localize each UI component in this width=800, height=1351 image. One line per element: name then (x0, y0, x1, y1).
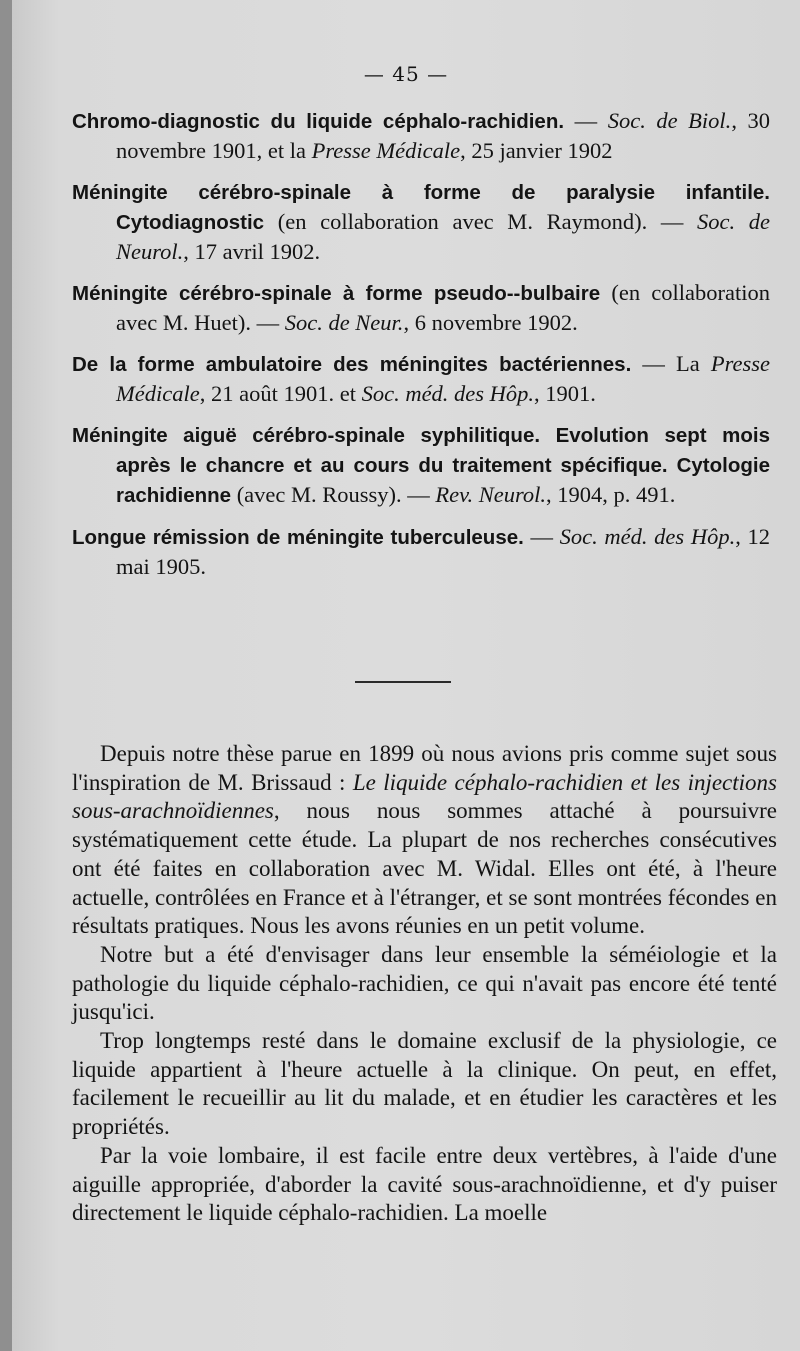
paragraph-text: Par la voie lombaire, il est facile entre deux vertèbres, à l'aide d'une aiguille appropriée, d'aborder la cavité sous-arachnoïdienne, et d'y puiser directement le liquide céphalo-rachidien. La moelle (72, 1142, 777, 1226)
entry-date-2: , 1901. (534, 381, 596, 406)
paragraph (72, 1027, 777, 1142)
bibliography-entry (12, 420, 800, 510)
bibliography-entry (12, 278, 800, 337)
book-page (12, 0, 800, 1351)
entry-text: (en collaboration avec M. Huet). — (116, 280, 770, 335)
entry-date: , 21 août 1901. et (199, 381, 362, 406)
book-title: Le liquide céphalo-rachidien et les injections sous-arachnoïdiennes (72, 769, 777, 824)
entry-text: — (564, 108, 608, 133)
section-divider (355, 681, 451, 683)
entry-text: — La (631, 351, 711, 376)
bibliography-entry (12, 106, 800, 165)
entry-journal-2: Soc. méd. des Hôp. (361, 381, 535, 406)
entry-title: De la forme ambulatoire des méningites bactériennes. (72, 353, 632, 376)
paragraph-text-cont: , nous nous sommes attaché à poursuivre systématiquement cette étude. La plupart de nos recherches consécutives ont été faites en collaboration avec M. Widal. Elles ont été, à l'heure actuelle, contrôlées en France et à l'étranger, et se sont montrées fécondes en résultats pratiques. Nous les avons réunies en un petit volume. (72, 798, 777, 939)
entry-date: , 6 novembre 1902. (403, 310, 578, 335)
entry-date: , 17 avril 1902. (183, 239, 321, 264)
entry-journal: Soc. de Neur. (284, 310, 404, 335)
entry-journal: Soc. méd. des Hôp. (559, 524, 736, 549)
entry-title: Longue rémission de méningite tuberculeuse. (72, 526, 524, 549)
entry-date: , 1904, p. 491. (546, 482, 676, 507)
entry-title: Méningite aiguë cérébro-spinale syphilitique. Evolution sept mois après le chancre et au cours du traitement spécifique. Cytologie rachidienne (72, 424, 770, 507)
paragraph (72, 740, 777, 941)
page-number: — 45 — (363, 62, 449, 86)
entry-title: Chromo-diagnostic du liquide céphalo-rachidien. (72, 110, 565, 133)
entry-date: , 30 novembre 1901, et la (116, 108, 771, 163)
entry-journal: Soc. de Neurol. (116, 209, 770, 264)
paragraph (72, 941, 777, 1027)
entry-text: — (523, 524, 560, 549)
entry-journal: Rev. Neurol. (435, 482, 547, 507)
bibliography-entry (12, 522, 800, 581)
paragraph-text: Trop longtemps resté dans le domaine exclusif de la physiologie, ce liquide appartient à l'heure actuelle à la clinique. On peut, en effet, facilement le recueillir au lit du malade, et en étudier les caractères et les propriétés. (72, 1028, 777, 1140)
bibliography-entry (12, 349, 800, 408)
entry-text: (en collaboration avec M. Raymond). — (264, 209, 697, 234)
paragraph (72, 1142, 777, 1228)
entry-title: Méningite cérébro-spinale à forme pseudo--bulbaire (72, 282, 601, 305)
entry-text: (avec M. Roussy). — (231, 482, 436, 507)
entry-title: Méningite cérébro-spinale à forme de paralysie infantile. Cytodiagnostic (72, 181, 770, 234)
body-text (72, 740, 777, 1228)
paragraph-text: Depuis notre thèse parue en 1899 où nous avions pris comme sujet sous l'inspiration de M. Brissaud : (72, 741, 777, 795)
bibliography-entry (12, 177, 800, 266)
bibliography-list (12, 106, 800, 593)
entry-journal: Soc. de Biol. (607, 108, 732, 133)
entry-journal: Presse Médicale (116, 351, 770, 406)
entry-journal-2: Presse Médicale (311, 138, 461, 163)
entry-date: , 12 mai 1905. (116, 524, 771, 579)
paragraph-text: Notre but a été d'envisager dans leur ensemble la séméiologie et la pathologie du liquide céphalo-rachidien, ce qui n'avait pas encore été tenté jusqu'ici. (72, 941, 777, 1025)
entry-date-2: , 25 janvier 1902 (460, 138, 613, 163)
